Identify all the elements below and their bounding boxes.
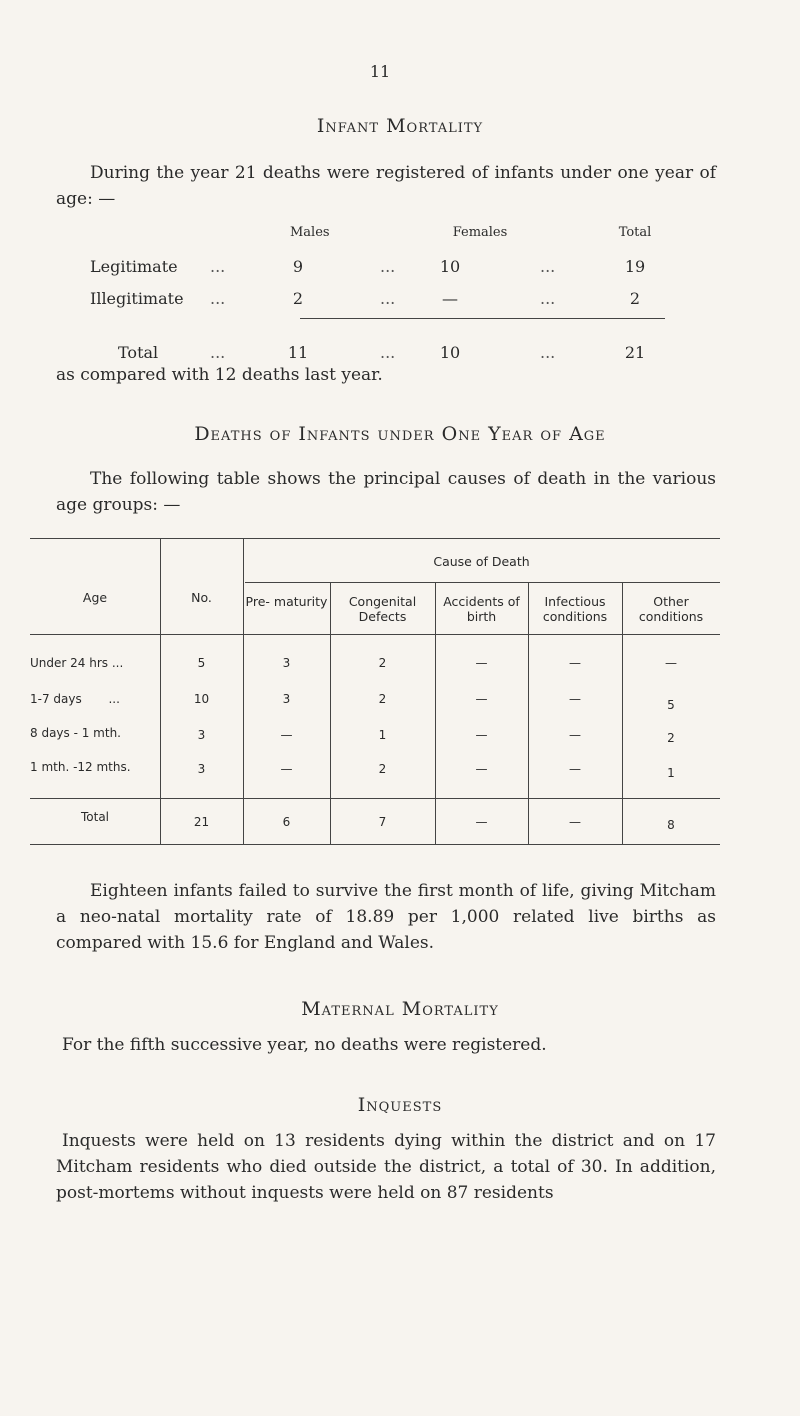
- prematurity-header: Pre- maturity: [245, 594, 328, 609]
- infectious-cell: —: [569, 728, 581, 742]
- other-cell: 1: [667, 766, 675, 780]
- prematurity-cell: 3: [282, 656, 291, 670]
- total-value: 19: [624, 257, 646, 276]
- accidents-cell: —: [475, 815, 488, 829]
- other-conditions-header: Other conditions: [638, 594, 704, 624]
- total-top-rule: [30, 798, 720, 799]
- other-cell: 8: [667, 818, 675, 832]
- other-cell: —: [665, 656, 677, 670]
- leader-dots: ...: [210, 289, 226, 308]
- females-value: 10: [439, 257, 461, 276]
- prematurity-cell: 3: [282, 692, 291, 706]
- no-cell: 3: [197, 762, 206, 776]
- no-cell: 3: [197, 728, 206, 742]
- accidents-cell: —: [475, 762, 488, 776]
- age-cell: Total: [80, 810, 110, 824]
- prematurity-cell: —: [280, 728, 293, 742]
- prematurity-cell: 6: [282, 815, 291, 829]
- leader-dots: ...: [380, 289, 396, 308]
- infectious-cell: —: [569, 692, 581, 706]
- header-bottom-rule: [30, 634, 720, 635]
- no-cell: 5: [197, 656, 206, 670]
- neonatal-text: Eighteen infants failed to survive the first month of life, giving Mitcham a neo-natal mortality rate of 18.89 per 1,000 related live births as compared with 15.6 for England and Wales.: [56, 881, 716, 953]
- congenital-cell: 1: [378, 728, 387, 742]
- row-label: Legitimate: [90, 257, 178, 276]
- comparison-text: as compared with 12 deaths last year.: [56, 365, 383, 385]
- congenital-cell: 2: [378, 692, 387, 706]
- females-value: 10: [439, 343, 461, 362]
- inquests-text: Inquests were held on 13 residents dying within the district and on 17 Mitcham residents who died outside the district, a total of 30. In addition, post-mortems without inquests were held on 87 residents: [56, 1131, 716, 1203]
- infant-mortality-heading: Infant Mortality: [316, 115, 484, 137]
- age-cell: 8 days - 1 mth.: [30, 726, 121, 740]
- accidents-of-birth-header: Accidents of birth: [443, 594, 520, 624]
- no-cell: 21: [193, 815, 210, 829]
- row-label: Illegitimate: [90, 289, 184, 308]
- summary-row-legitimate: [90, 257, 670, 289]
- maternal-mortality-heading: Maternal Mortality: [301, 998, 499, 1020]
- males-value: 9: [292, 257, 304, 276]
- leader-dots: ...: [540, 289, 556, 308]
- maternal-mortality-text: For the fifth successive year, no deaths were registered.: [62, 1035, 547, 1055]
- congenital-cell: 2: [378, 762, 387, 776]
- leader-dots: ...: [540, 343, 556, 362]
- infectious-cell: —: [569, 815, 581, 829]
- infant-mortality-intro: During the year 21 deaths were registered of infants under one year of age: —: [56, 163, 716, 209]
- total-header: Total: [618, 225, 652, 240]
- total-value: 2: [629, 289, 641, 308]
- age-cell: Under 24 hrs ...: [30, 656, 124, 670]
- leader-dots: ...: [210, 343, 226, 362]
- accidents-cell: —: [475, 656, 488, 670]
- deaths-infants-intro: The following table shows the principal causes of death in the various age groups: —: [56, 469, 716, 515]
- summary-total-rule: [300, 318, 665, 319]
- leader-dots: ...: [380, 343, 396, 362]
- inquests-heading: Inquests: [357, 1094, 443, 1116]
- age-header: Age: [82, 590, 108, 605]
- column-divider: [243, 538, 244, 844]
- males-header: Males: [290, 225, 330, 240]
- other-cell: 5: [667, 698, 675, 712]
- cause-of-death-header: Cause of Death: [433, 554, 530, 569]
- page-number: 11: [369, 62, 391, 81]
- summary-header-row: [90, 225, 670, 257]
- accidents-cell: —: [475, 692, 488, 706]
- infectious-cell: —: [569, 656, 581, 670]
- males-value: 11: [287, 343, 309, 362]
- age-cell: 1 mth. -12 mths.: [30, 760, 131, 774]
- no-cell: 10: [193, 692, 210, 706]
- leader-dots: ...: [210, 257, 226, 276]
- leader-dots: ...: [540, 257, 556, 276]
- females-header: Females: [452, 225, 508, 240]
- infant-deaths-summary-table: [90, 225, 670, 375]
- deaths-infants-heading: Deaths of Infants under One Year of Age: [194, 423, 606, 445]
- summary-row-illegitimate: [90, 289, 670, 321]
- no-header: No.: [191, 590, 212, 605]
- total-value: 21: [624, 343, 646, 362]
- congenital-defects-header: Congenital Defects: [348, 594, 417, 624]
- accidents-cell: —: [475, 728, 488, 742]
- column-divider: [160, 538, 161, 844]
- congenital-cell: 7: [378, 815, 387, 829]
- congenital-cell: 2: [378, 656, 387, 670]
- age-cell: 1-7 days ...: [30, 692, 120, 706]
- table-bottom-rule: [30, 844, 720, 845]
- leader-dots: ...: [380, 257, 396, 276]
- row-label: Total: [118, 343, 159, 362]
- other-cell: 2: [667, 731, 675, 745]
- prematurity-cell: —: [280, 762, 293, 776]
- cause-of-death-table: [30, 538, 720, 848]
- males-value: 2: [292, 289, 304, 308]
- infectious-conditions-header: Infectious conditions: [542, 594, 608, 624]
- cause-header-rule: [245, 582, 720, 583]
- table-top-rule: [30, 538, 720, 539]
- infectious-cell: —: [569, 762, 581, 776]
- females-value: —: [442, 289, 458, 308]
